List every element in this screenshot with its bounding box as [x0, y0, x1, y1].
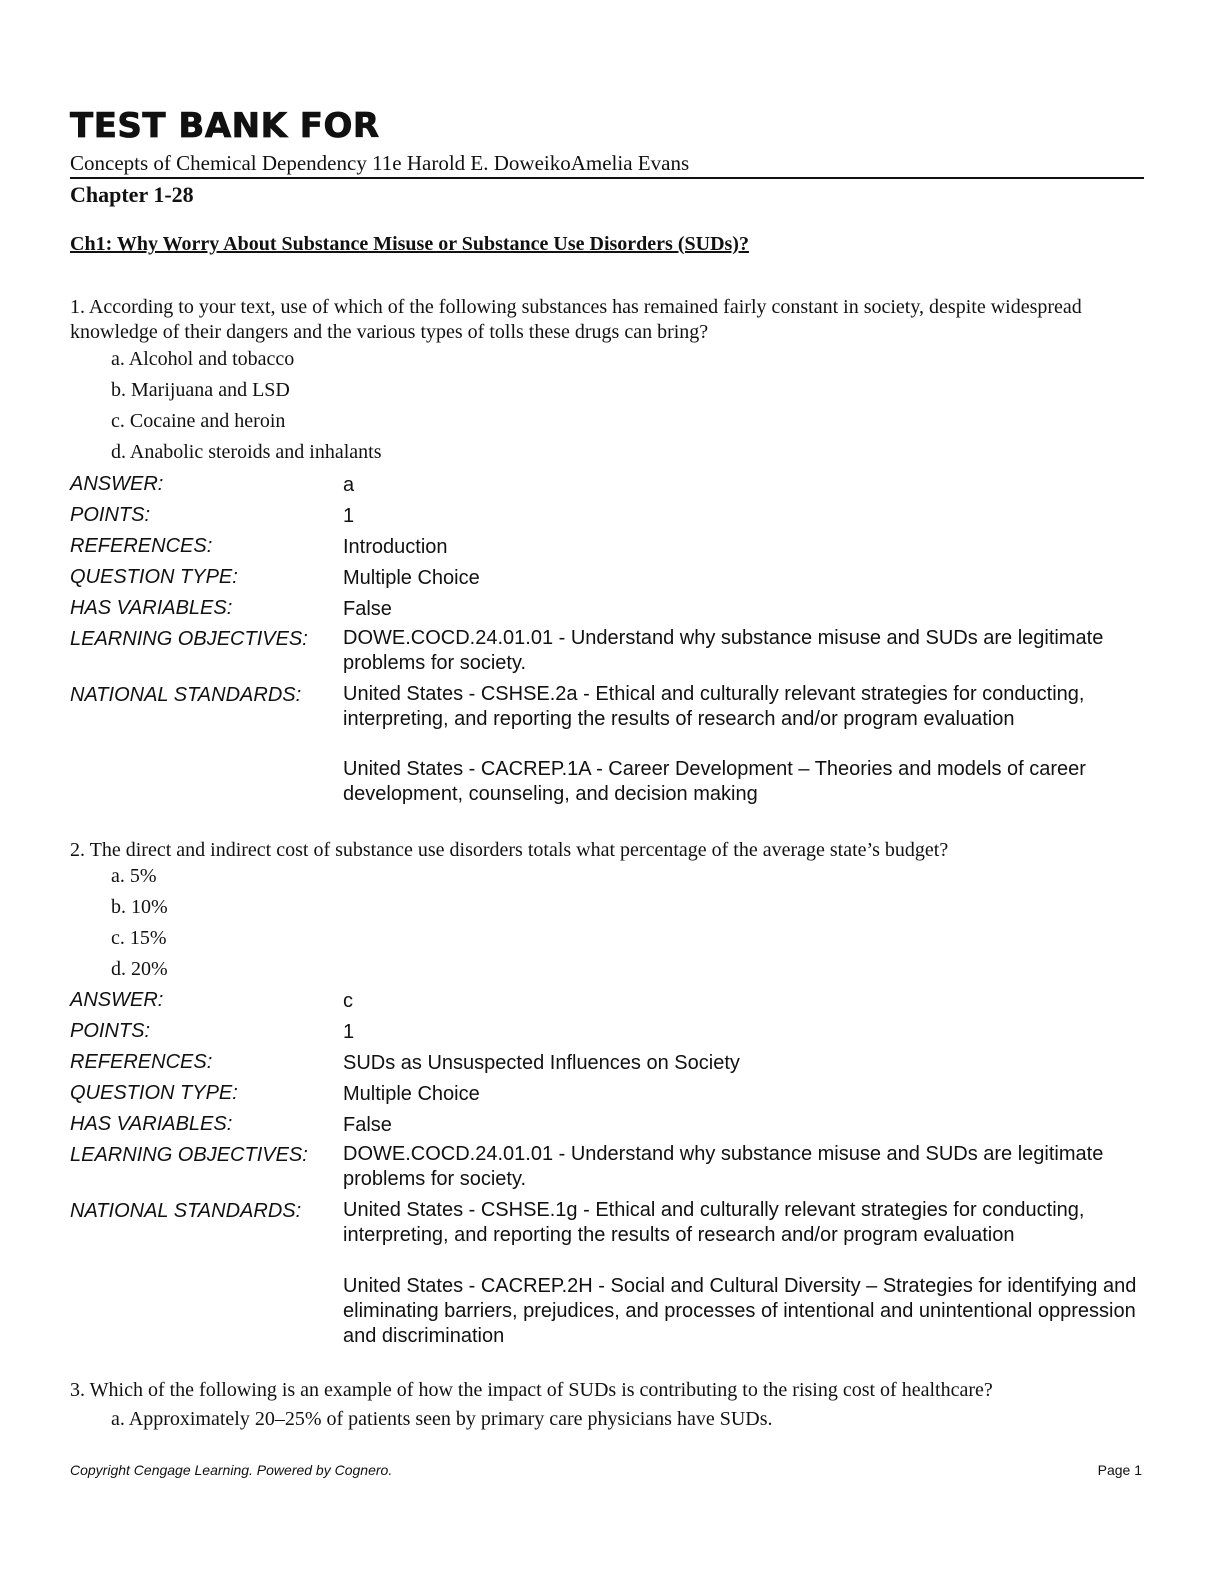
question-2-references: SUDs as Unsuspected Influences on Society [343, 1052, 740, 1074]
question-2-choice-c: c. 15% [111, 927, 167, 949]
question-1-answer-label: ANSWER: [70, 473, 164, 495]
question-1-objectives: DOWE.COCD.24.01.01 - Understand why substance misuse and SUDs are legitimate problems for society. [343, 627, 1104, 674]
question-1-choice-a: a. Alcohol and tobacco [111, 348, 295, 370]
question-2-answer-label: ANSWER: [70, 989, 164, 1011]
question-1-choice-b: b. Marijuana and LSD [111, 379, 290, 401]
question-2-type: Multiple Choice [343, 1083, 480, 1105]
question-2-type-label: QUESTION TYPE: [70, 1082, 238, 1104]
question-2-objectives-label: LEARNING OBJECTIVES: [70, 1144, 308, 1166]
footer-page-number: Page 1 [1097, 1462, 1142, 1478]
question-2-points: 1 [343, 1021, 355, 1043]
question-2-variables-label: HAS VARIABLES: [70, 1113, 233, 1135]
document-subtitle: Concepts of Chemical Dependency 11e Harold E. DoweikoAmelia Evans [70, 151, 690, 175]
question-2-standard-2: United States - CACREP.2H - Social and Cultural Diversity – Strategies for identifying and eliminating barriers, prejudices, and processes of intentional and unintentional oppression and discrimination [343, 1275, 1137, 1347]
document-title: TEST BANK FOR [70, 106, 380, 146]
question-1-standard-2: United States - CACREP.1A - Career Development – Theories and models of career development, counseling, and decision making [343, 758, 1086, 805]
question-2-choice-b: b. 10% [111, 896, 168, 918]
question-1-points: 1 [343, 505, 355, 527]
question-2-objectives: DOWE.COCD.24.01.01 - Understand why substance misuse and SUDs are legitimate problems for society. [343, 1143, 1104, 1190]
question-3-choice-a: a. Approximately 20–25% of patients seen by primary care physicians have SUDs. [111, 1408, 773, 1430]
question-1-type-label: QUESTION TYPE: [70, 566, 238, 588]
question-2-variables: False [343, 1114, 392, 1136]
question-2-choice-a: a. 5% [111, 865, 157, 887]
question-2-answer: c [343, 990, 353, 1012]
question-2-choice-d: d. 20% [111, 958, 168, 980]
question-1-variables-label: HAS VARIABLES: [70, 597, 233, 619]
question-1-points-label: POINTS: [70, 504, 151, 526]
question-3-text: 3. Which of the following is an example of how the impact of SUDs is contributing to the rising cost of healthcare? [70, 1379, 993, 1401]
question-1-variables: False [343, 598, 392, 620]
question-1-choice-d: d. Anabolic steroids and inhalants [111, 441, 382, 463]
question-1-references-label: REFERENCES: [70, 535, 213, 557]
section-heading: Ch1: Why Worry About Substance Misuse or Substance Use Disorders (SUDs)? [70, 233, 749, 255]
question-2-standard-1: United States - CSHSE.1g - Ethical and culturally relevant strategies for conducting, interpreting, and reporting the results of research and/or program evaluation [343, 1199, 1085, 1246]
question-1-objectives-label: LEARNING OBJECTIVES: [70, 628, 308, 650]
chapter-heading: Chapter 1-28 [70, 182, 194, 207]
question-2-references-label: REFERENCES: [70, 1051, 213, 1073]
title-divider [70, 177, 1144, 179]
question-1-choice-c: c. Cocaine and heroin [111, 410, 286, 432]
footer-copyright: Copyright Cengage Learning. Powered by Cognero. [70, 1462, 393, 1478]
question-1-text: 1. According to your text, use of which of the following substances has remained fairly constant in society, despite widespread knowledge of their dangers and the various types of tolls these drugs can bring? [70, 296, 1082, 343]
question-2-text: 2. The direct and indirect cost of substance use disorders totals what percentage of the average state’s budget? [70, 839, 949, 861]
question-2-points-label: POINTS: [70, 1020, 151, 1042]
question-1-references: Introduction [343, 536, 448, 558]
question-2-standards-label: NATIONAL STANDARDS: [70, 1200, 302, 1222]
question-1-type: Multiple Choice [343, 567, 480, 589]
question-1-standard-1: United States - CSHSE.2a - Ethical and culturally relevant strategies for conducting, interpreting, and reporting the results of research and/or program evaluation [343, 683, 1085, 730]
question-1-standards-label: NATIONAL STANDARDS: [70, 684, 302, 706]
question-1-answer: a [343, 474, 355, 496]
